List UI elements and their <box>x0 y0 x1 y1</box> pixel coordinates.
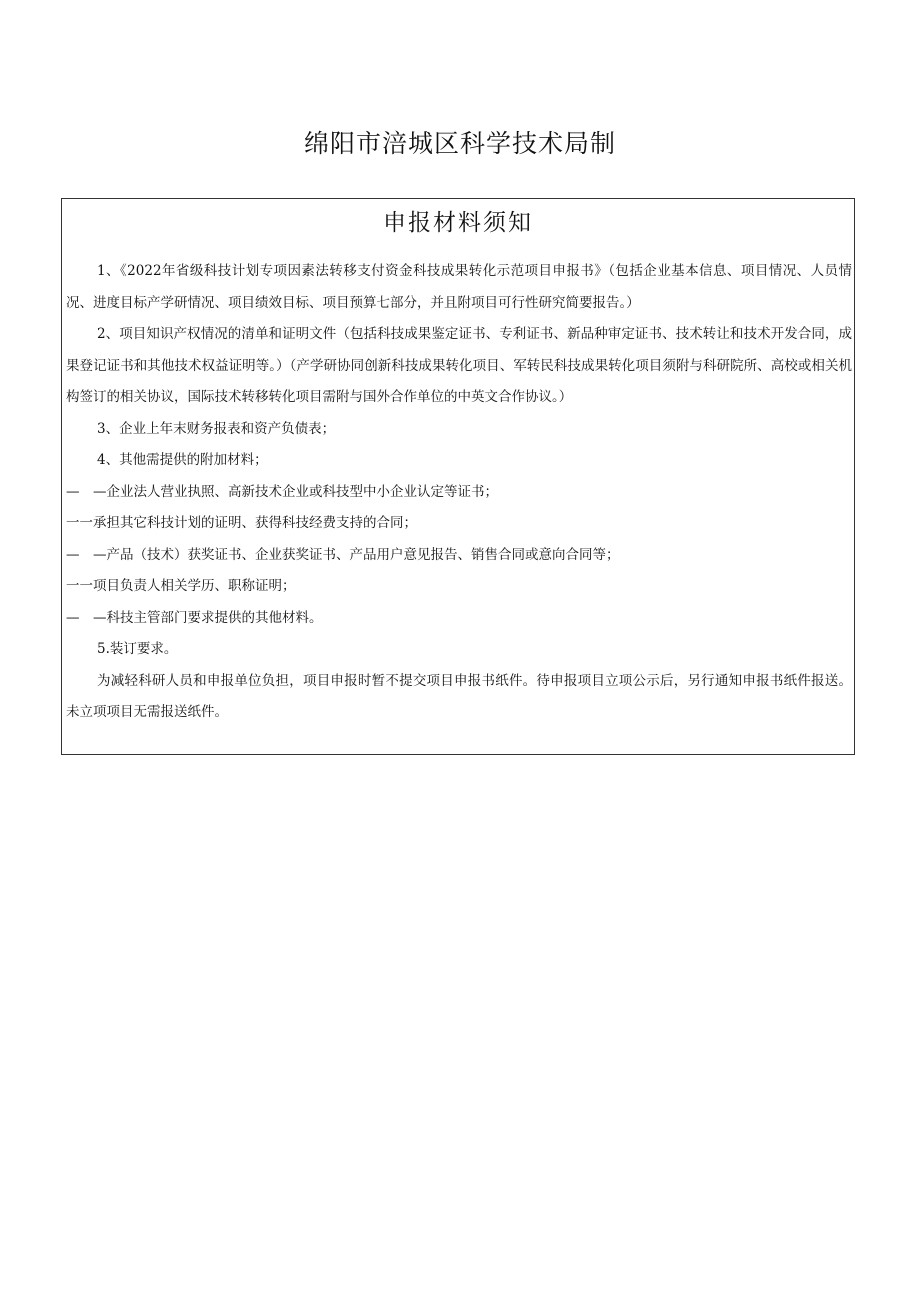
sub-item-plan-proof: 一一承担其它科技计划的证明、获得科技经费支持的合同； <box>66 515 417 531</box>
notice-body <box>66 256 852 729</box>
notice-item-3: 3、企业上年末财务报表和资产负债表； <box>97 420 336 437</box>
sub-item-other-materials: — —科技主管部门要求提供的其他材料。 <box>66 609 323 626</box>
notice-item-1: 1、《2022年省级科技计划专项因素法转移支付资金科技成果转化示范项目申报书》（包括企业基本信息、项目情况、人员情况、进度目标产学研情况、项目绩效目标、项目预算七部分，并且附项目可行性研究简要报告。） <box>66 263 852 311</box>
sub-item-awards: — —产品（技术）获奖证书、企业获奖证书、产品用户意见报告、销售合同或意向合同等； <box>66 546 620 563</box>
notice-title: 申报材料须知 <box>383 210 533 236</box>
notice-item-5: 5.装订要求。 <box>97 641 178 657</box>
notice-item-4: 4、其他需提供的附加材料； <box>97 452 268 468</box>
sub-item-business-license: — —企业法人营业执照、高新技术企业或科技型中小企业认定等证书； <box>66 483 498 500</box>
sub-item-leader-credentials: 一一项目负责人相关学历、职称证明； <box>66 578 296 594</box>
notice-item-2: 2、项目知识产权情况的清单和证明文件（包括科技成果鉴定证书、专利证书、新品种审定证书、技术转让和技术开发合同，成果登记证书和其他技术权益证明等。）（产学研协同创新科技成果转化项目、军转民科技成果转化项目须附与科研院所、高校或相关机构签订的相关协议，国际技术转移转化项目需附与国外合作单位的中英文合作协议。） <box>66 326 852 405</box>
notice-closing: 为减轻科研人员和申报单位负担，项目申报时暂不提交项目申报书纸件。待申报项目立项公示后，另行通知申报书纸件报送。未立项项目无需报送纸件。 <box>66 672 852 720</box>
org-title: 绵阳市涪城区科学技术局制 <box>303 129 616 158</box>
notice-box <box>61 198 855 755</box>
